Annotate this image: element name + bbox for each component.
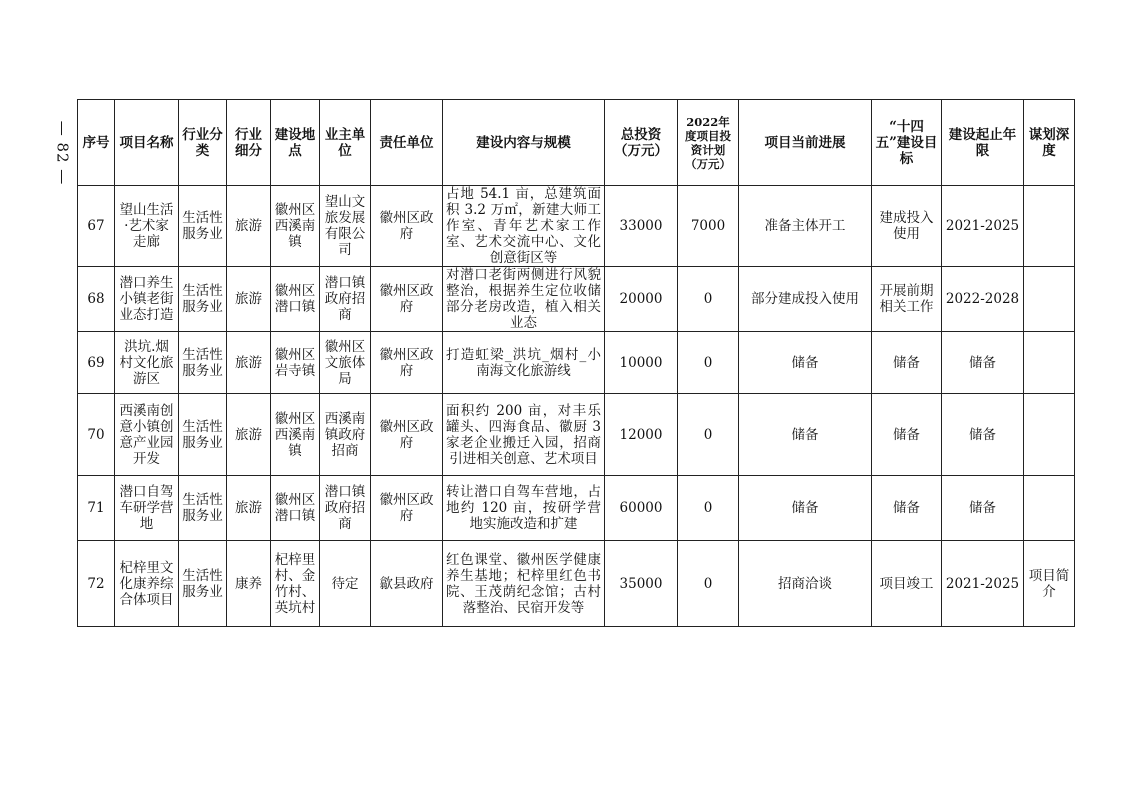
- cell-owner: 望山文旅发展有限公司: [320, 186, 371, 267]
- cell-industry: 生活性服务业: [179, 186, 227, 267]
- cell-total: 10000: [605, 332, 678, 394]
- cell-industry: 生活性服务业: [179, 476, 227, 541]
- cell-location: 徽州区西溪南镇: [271, 186, 320, 267]
- cell-content: 打造虹梁_洪坑_烟村_小南海文化旅游线: [443, 332, 605, 394]
- cell-sub: 旅游: [227, 394, 271, 476]
- cell-industry: 生活性服务业: [179, 267, 227, 332]
- table-row: [78, 394, 1075, 476]
- cell-goal: 储备: [872, 394, 942, 476]
- cell-sub: 旅游: [227, 267, 271, 332]
- cell-no: 68: [78, 267, 115, 332]
- header-no: 序号: [78, 100, 115, 186]
- cell-goal: 储备: [872, 332, 942, 394]
- header-progress: 项目当前进展: [739, 100, 872, 186]
- table-row: [78, 541, 1075, 627]
- cell-content: 红色课堂、徽州医学健康养生基地；杞梓里红色书院、王茂荫纪念馆；古村落整治、民宿开发等: [443, 541, 605, 627]
- header-industry: 行业分类: [179, 100, 227, 186]
- table-row: [78, 186, 1075, 267]
- cell-no: 67: [78, 186, 115, 267]
- cell-location: 徽州区岩寺镇: [271, 332, 320, 394]
- cell-owner: 潜口镇政府招商: [320, 476, 371, 541]
- cell-total: 12000: [605, 394, 678, 476]
- cell-industry: 生活性服务业: [179, 541, 227, 627]
- header-name: 项目名称: [115, 100, 179, 186]
- cell-location: 杞梓里村、金竹村、英坑村: [271, 541, 320, 627]
- cell-years: 储备: [942, 476, 1024, 541]
- cell-years: 2022-2028: [942, 267, 1024, 332]
- cell-sub: 康养: [227, 541, 271, 627]
- cell-sub: 旅游: [227, 186, 271, 267]
- cell-content: 转让潜口自驾车营地，占地约 120 亩，按研学营地实施改造和扩建: [443, 476, 605, 541]
- header-row: [78, 100, 1075, 186]
- cell-goal: 储备: [872, 476, 942, 541]
- cell-plan2022: 0: [678, 267, 739, 332]
- cell-total: 33000: [605, 186, 678, 267]
- cell-name: 西溪南创意小镇创意产业园开发: [115, 394, 179, 476]
- cell-name: 杞梓里文化康养综合体项目: [115, 541, 179, 627]
- cell-progress: 储备: [739, 332, 872, 394]
- header-location: 建设地点: [271, 100, 320, 186]
- cell-goal: 项目竣工: [872, 541, 942, 627]
- cell-no: 70: [78, 394, 115, 476]
- cell-depth: [1024, 476, 1075, 541]
- header-total: 总投资（万元）: [605, 100, 678, 186]
- cell-resp: 徽州区政府: [371, 476, 443, 541]
- cell-no: 69: [78, 332, 115, 394]
- cell-depth: [1024, 267, 1075, 332]
- cell-industry: 生活性服务业: [179, 394, 227, 476]
- cell-industry: 生活性服务业: [179, 332, 227, 394]
- project-table: [77, 99, 1075, 627]
- cell-depth: 项目简介: [1024, 541, 1075, 627]
- cell-progress: 招商洽谈: [739, 541, 872, 627]
- cell-name: 潜口自驾车研学营地: [115, 476, 179, 541]
- cell-owner: 西溪南镇政府招商: [320, 394, 371, 476]
- cell-owner: 潜口镇政府招商: [320, 267, 371, 332]
- cell-progress: 准备主体开工: [739, 186, 872, 267]
- cell-goal: 建成投入使用: [872, 186, 942, 267]
- cell-sub: 旅游: [227, 476, 271, 541]
- cell-total: 20000: [605, 267, 678, 332]
- cell-depth: [1024, 332, 1075, 394]
- cell-no: 72: [78, 541, 115, 627]
- cell-name: 洪坑.烟村文化旅游区: [115, 332, 179, 394]
- header-resp: 责任单位: [371, 100, 443, 186]
- header-depth: 谋划深度: [1024, 100, 1075, 186]
- cell-progress: 储备: [739, 476, 872, 541]
- cell-plan2022: 0: [678, 394, 739, 476]
- header-content: 建设内容与规模: [443, 100, 605, 186]
- table-row: [78, 332, 1075, 394]
- cell-plan2022: 0: [678, 476, 739, 541]
- cell-plan2022: 7000: [678, 186, 739, 267]
- cell-total: 60000: [605, 476, 678, 541]
- cell-plan2022: 0: [678, 541, 739, 627]
- cell-years: 2021-2025: [942, 541, 1024, 627]
- cell-content: 占地 54.1 亩，总建筑面积 3.2 万㎡，新建大师工作室、青年艺术家工作室、艺术交流中心、文化创意街区等: [443, 186, 605, 267]
- cell-depth: [1024, 186, 1075, 267]
- table-row: [78, 476, 1075, 541]
- cell-content: 面积约 200 亩，对丰乐罐头、四海食品、徽厨 3 家老企业搬迁入园，招商引进相关创意、艺术项目: [443, 394, 605, 476]
- cell-location: 徽州区潜口镇: [271, 267, 320, 332]
- header-owner: 业主单位: [320, 100, 371, 186]
- cell-sub: 旅游: [227, 332, 271, 394]
- cell-plan2022: 0: [678, 332, 739, 394]
- cell-location: 徽州区西溪南镇: [271, 394, 320, 476]
- table-row: [78, 267, 1075, 332]
- cell-owner: 待定: [320, 541, 371, 627]
- cell-resp: 歙县政府: [371, 541, 443, 627]
- cell-years: 储备: [942, 394, 1024, 476]
- page-number: — 82 —: [53, 120, 71, 186]
- cell-depth: [1024, 394, 1075, 476]
- cell-goal: 开展前期相关工作: [872, 267, 942, 332]
- cell-resp: 徽州区政府: [371, 394, 443, 476]
- cell-total: 35000: [605, 541, 678, 627]
- cell-years: 储备: [942, 332, 1024, 394]
- cell-years: 2021-2025: [942, 186, 1024, 267]
- cell-no: 71: [78, 476, 115, 541]
- cell-owner: 徽州区文旅体局: [320, 332, 371, 394]
- cell-location: 徽州区潜口镇: [271, 476, 320, 541]
- cell-progress: 储备: [739, 394, 872, 476]
- cell-progress: 部分建成投入使用: [739, 267, 872, 332]
- header-plan2022: 2022年度项目投资计划（万元）: [678, 100, 739, 186]
- header-sub: 行业细分: [227, 100, 271, 186]
- cell-resp: 徽州区政府: [371, 332, 443, 394]
- header-goal: “十四五”建设目标: [872, 100, 942, 186]
- cell-resp: 徽州区政府: [371, 186, 443, 267]
- cell-name: 望山生活·艺术家走廊: [115, 186, 179, 267]
- cell-content: 对潜口老街两侧进行风貌整治，根据养生定位收储部分老房改造，植入相关业态: [443, 267, 605, 332]
- cell-resp: 徽州区政府: [371, 267, 443, 332]
- header-years: 建设起止年限: [942, 100, 1024, 186]
- cell-name: 潜口养生小镇老街业态打造: [115, 267, 179, 332]
